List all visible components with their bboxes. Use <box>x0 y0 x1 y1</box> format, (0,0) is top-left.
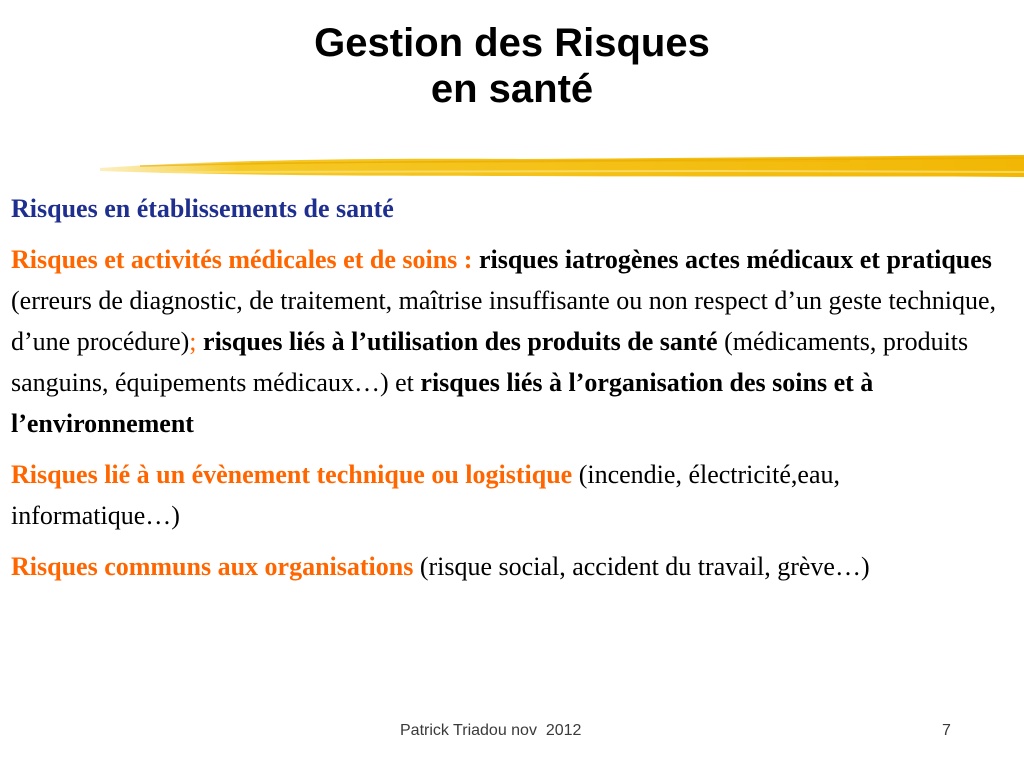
slide-title <box>0 20 1024 112</box>
paragraph-activites-medicales <box>11 239 1011 444</box>
text-erreurs: (erreurs de diagnostic, de traitement, maîtrise insuffisante ou non respect d’un geste technique, d’une procédure) <box>11 286 997 356</box>
bold-organisation-soins: risques liés à l’organisation des soins et à l’environnement <box>11 368 874 438</box>
text-medicaments: (médicaments, produits sanguins, équipements médicaux…) et <box>11 327 969 397</box>
title-line-1: Gestion des Risques <box>314 21 710 65</box>
bold-risques-iatrogenes: risques iatrogènes actes médicaux et pratiques <box>478 245 992 274</box>
page-number: 7 <box>942 722 951 739</box>
yellow-brush-stroke-divider <box>100 146 1024 186</box>
lead-activites-medicales: Risques et activités médicales et de soins : <box>11 245 479 274</box>
slide-body <box>11 188 1011 597</box>
paragraph-organisations <box>11 546 1011 587</box>
title-line-2: en santé <box>430 67 594 111</box>
orange-separator: ; <box>189 327 197 356</box>
paragraph-technique-logistique <box>11 454 1011 536</box>
footer-author: Patrick Triadou nov 2012 <box>400 722 582 739</box>
text-incendie: (incendie, électricité,eau, informatique…) <box>11 460 841 530</box>
bold-produits-sante: risques liés à l’utilisation des produits de santé <box>203 327 718 356</box>
text-risque-social: (risque social, accident du travail, grève…) <box>413 552 870 581</box>
paragraph-etablissements <box>11 188 1011 229</box>
lead-technique-logistique: Risques lié à un évènement technique ou logistique <box>11 460 573 489</box>
heading-etablissements: Risques en établissements de santé <box>11 194 394 223</box>
lead-organisations: Risques communs aux organisations <box>11 552 414 581</box>
